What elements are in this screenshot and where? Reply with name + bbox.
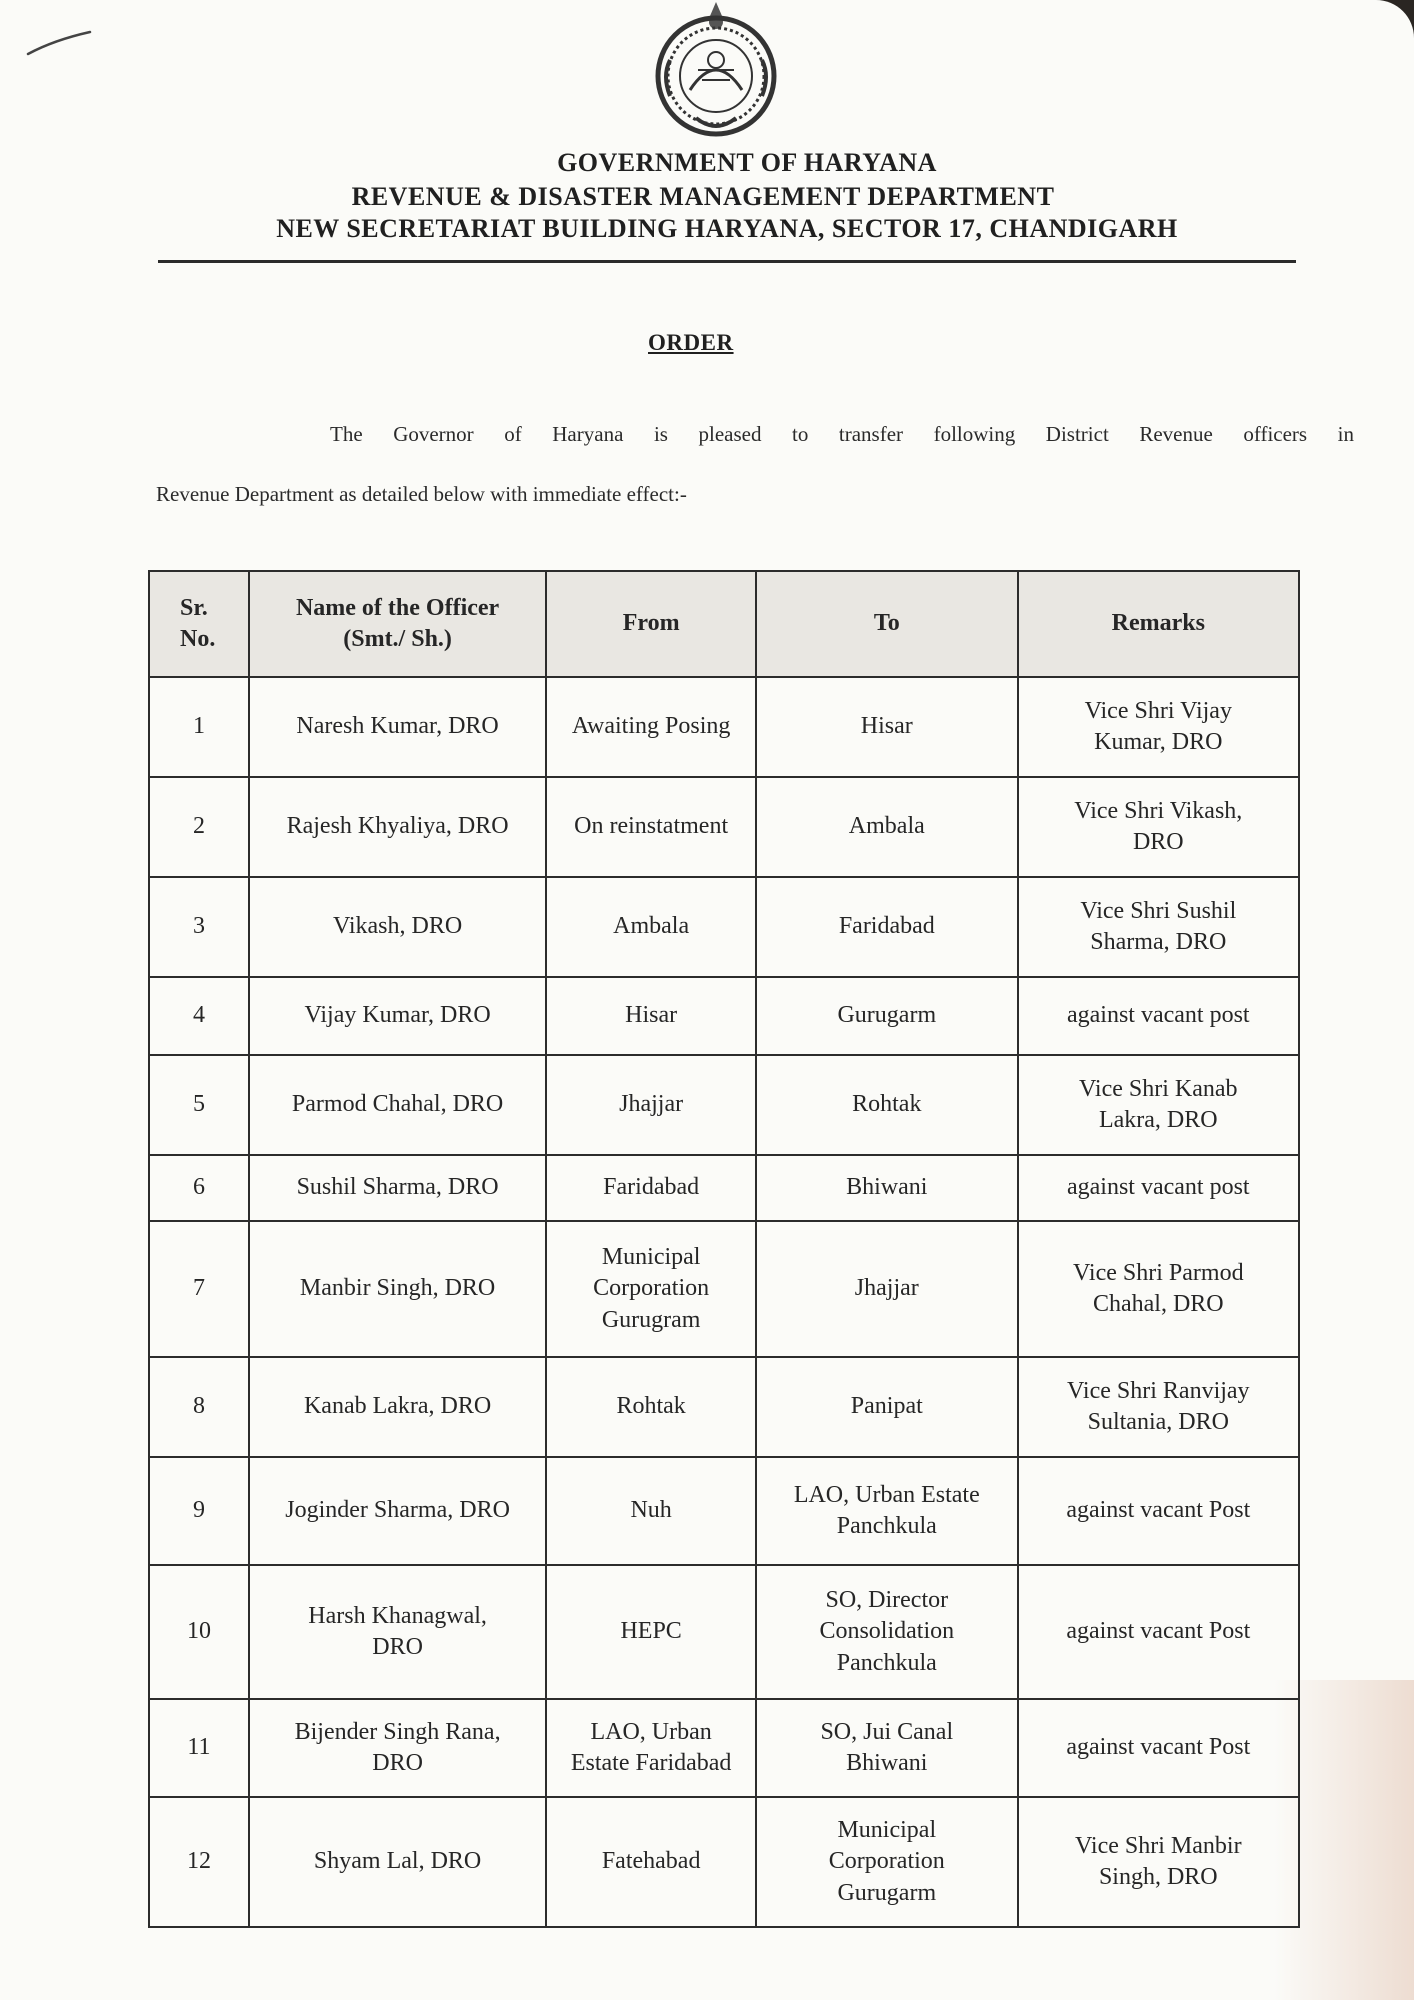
cell-to: Bhiwani: [756, 1155, 1018, 1221]
cell-sr-no: 6: [149, 1155, 249, 1221]
table-row: [149, 1221, 1299, 1357]
cell-officer-name: Vikash, DRO: [249, 877, 546, 977]
cell-to: Jhajjar: [756, 1221, 1018, 1357]
cell-from: Municipal Corporation Gurugram: [546, 1221, 756, 1357]
table-row: [149, 777, 1299, 877]
cell-from: Rohtak: [546, 1357, 756, 1457]
cell-remarks: against vacant post: [1018, 977, 1299, 1055]
cell-sr-no: 10: [149, 1565, 249, 1699]
table-header-row: [149, 571, 1299, 677]
cell-remarks: against vacant Post: [1018, 1565, 1299, 1699]
cell-sr-no: 7: [149, 1221, 249, 1357]
cell-officer-name: Joginder Sharma, DRO: [249, 1457, 546, 1565]
cell-to: Ambala: [756, 777, 1018, 877]
cell-sr-no: 2: [149, 777, 249, 877]
cell-to: LAO, Urban Estate Panchkula: [756, 1457, 1018, 1565]
cell-officer-name: Parmod Chahal, DRO: [249, 1055, 546, 1155]
order-paragraph-line-1: The Governor of Haryana is pleased to transfer following District Revenue officers in: [330, 422, 1354, 446]
header-divider: [158, 260, 1296, 263]
cell-officer-name: Sushil Sharma, DRO: [249, 1155, 546, 1221]
cell-from: LAO, Urban Estate Faridabad: [546, 1699, 756, 1797]
table-row: [149, 1565, 1299, 1699]
table-row: [149, 1055, 1299, 1155]
pen-mark-icon: [24, 28, 94, 58]
cell-to: Gurugarm: [756, 977, 1018, 1055]
cell-from: Jhajjar: [546, 1055, 756, 1155]
cell-to: SO, Jui Canal Bhiwani: [756, 1699, 1018, 1797]
header-to: To: [756, 571, 1018, 677]
cell-to: Faridabad: [756, 877, 1018, 977]
cell-remarks: Vice Shri Vikash, DRO: [1018, 777, 1299, 877]
cell-from: Fatehabad: [546, 1797, 756, 1927]
table-row: [149, 1155, 1299, 1221]
table-row: [149, 677, 1299, 777]
cell-to: Panipat: [756, 1357, 1018, 1457]
cell-to: Municipal Corporation Gurugarm: [756, 1797, 1018, 1927]
cell-sr-no: 5: [149, 1055, 249, 1155]
table-row: [149, 877, 1299, 977]
cell-sr-no: 4: [149, 977, 249, 1055]
cell-sr-no: 3: [149, 877, 249, 977]
cell-remarks: Vice Shri Sushil Sharma, DRO: [1018, 877, 1299, 977]
cell-remarks: against vacant Post: [1018, 1457, 1299, 1565]
haryana-state-emblem-icon: [640, 0, 792, 140]
header-sr-no: Sr. No.: [149, 571, 249, 677]
header-officer-name: Name of the Officer (Smt./ Sh.): [249, 571, 546, 677]
table-row: [149, 977, 1299, 1055]
table-row: [149, 1357, 1299, 1457]
cell-from: Awaiting Posing: [546, 677, 756, 777]
cell-sr-no: 8: [149, 1357, 249, 1457]
cell-to: Hisar: [756, 677, 1018, 777]
cell-from: Hisar: [546, 977, 756, 1055]
cell-from: HEPC: [546, 1565, 756, 1699]
cell-officer-name: Bijender Singh Rana, DRO: [249, 1699, 546, 1797]
cell-from: Nuh: [546, 1457, 756, 1565]
department-title: REVENUE & DISASTER MANAGEMENT DEPARTMENT: [351, 182, 1055, 211]
cell-officer-name: Manbir Singh, DRO: [249, 1221, 546, 1357]
cell-to: SO, Director Consolidation Panchkula: [756, 1565, 1018, 1699]
table-row: [149, 1699, 1299, 1797]
cell-remarks: Vice Shri Kanab Lakra, DRO: [1018, 1055, 1299, 1155]
cell-from: On reinstatment: [546, 777, 756, 877]
cell-officer-name: Rajesh Khyaliya, DRO: [249, 777, 546, 877]
cell-sr-no: 12: [149, 1797, 249, 1927]
cell-sr-no: 1: [149, 677, 249, 777]
table-row: [149, 1797, 1299, 1927]
cell-officer-name: Shyam Lal, DRO: [249, 1797, 546, 1927]
header-remarks: Remarks: [1018, 571, 1299, 677]
government-title: GOVERNMENT OF HARYANA: [557, 148, 937, 177]
cell-officer-name: Naresh Kumar, DRO: [249, 677, 546, 777]
cell-from: Ambala: [546, 877, 756, 977]
cell-officer-name: Kanab Lakra, DRO: [249, 1357, 546, 1457]
cell-to: Rohtak: [756, 1055, 1018, 1155]
address-line: NEW SECRETARIAT BUILDING HARYANA, SECTOR 17, CHANDIGARH: [276, 214, 1178, 243]
cell-officer-name: Harsh Khanagwal, DRO: [249, 1565, 546, 1699]
cell-remarks: Vice Shri Ranvijay Sultania, DRO: [1018, 1357, 1299, 1457]
table-row: [149, 1457, 1299, 1565]
header-from: From: [546, 571, 756, 677]
cell-sr-no: 11: [149, 1699, 249, 1797]
cell-remarks: against vacant Post: [1018, 1699, 1299, 1797]
order-title: ORDER: [648, 330, 734, 355]
cell-from: Faridabad: [546, 1155, 756, 1221]
order-paragraph-line-2: Revenue Department as detailed below with immediate effect:-: [156, 482, 687, 506]
cell-remarks: against vacant post: [1018, 1155, 1299, 1221]
cell-remarks: Vice Shri Vijay Kumar, DRO: [1018, 677, 1299, 777]
cell-officer-name: Vijay Kumar, DRO: [249, 977, 546, 1055]
cell-sr-no: 9: [149, 1457, 249, 1565]
transfer-table: [148, 570, 1300, 1928]
cell-remarks: Vice Shri Manbir Singh, DRO: [1018, 1797, 1299, 1927]
cell-remarks: Vice Shri Parmod Chahal, DRO: [1018, 1221, 1299, 1357]
